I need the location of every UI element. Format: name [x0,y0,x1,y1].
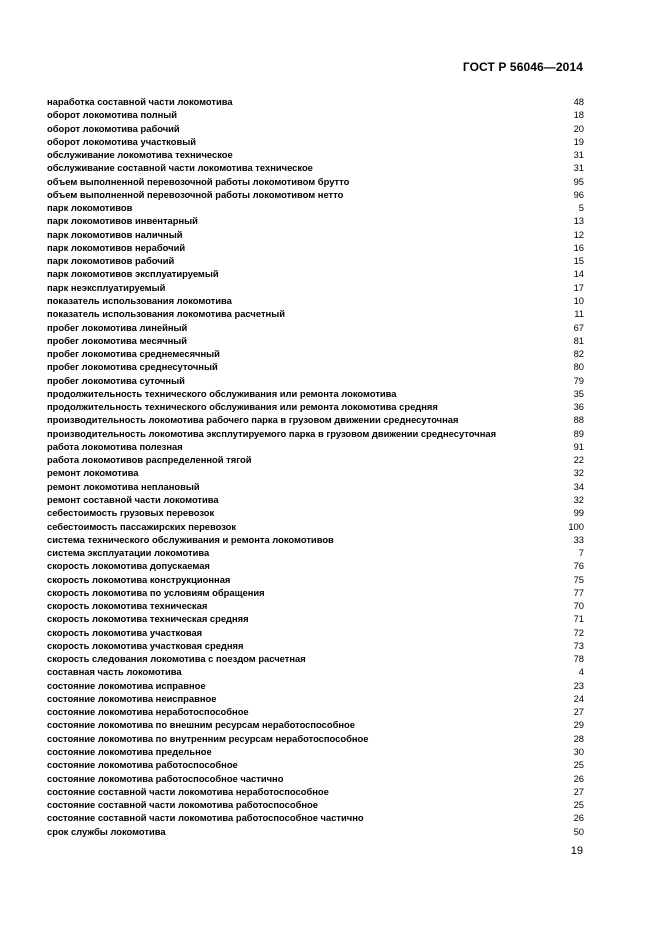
index-entry [47,307,584,320]
index-entry [47,374,584,387]
index-page-ref: 79 [573,374,584,386]
index-page-ref: 100 [568,520,584,532]
index-term: пробег локомотива суточный [47,374,185,386]
index-entry [47,612,584,625]
index-entry [47,360,584,373]
index-term: себестоимость пассажирских перевозок [47,520,237,532]
index-entry [47,573,584,586]
index-page-ref: 95 [573,175,584,187]
index-entry [47,493,584,506]
index-entry [47,241,584,254]
index-page-ref: 77 [573,586,584,598]
index-term: объем выполненной перевозочной работы локомотивом нетто [47,188,344,200]
index-term: состояние локомотива предельное [47,746,212,758]
index-term: работа локомотивов распределенной тягой [47,454,252,466]
index-term: система эксплуатации локомотива [47,547,210,559]
index-entry [47,161,584,174]
index-page-ref: 34 [573,480,584,492]
index-term: скорость локомотива конструкционная [47,573,231,585]
index-entry [47,135,584,148]
index-page-ref: 81 [573,334,584,346]
index-term: ремонт локомотива неплановый [47,480,200,492]
index-page-ref: 31 [573,149,584,161]
index-term: парк локомотивов эксплуатируемый [47,268,219,280]
index-entry [47,254,584,267]
index-page-ref: 32 [573,493,584,505]
index-term: наработка составной части локомотива [47,96,233,107]
index-page-ref: 14 [573,268,584,280]
index-entry [47,148,584,161]
index-page-ref: 75 [573,573,584,585]
index-page-ref: 67 [573,321,584,333]
index-term: оборот локомотива рабочий [47,122,180,134]
index-term: составная часть локомотива [47,666,182,678]
index-page-ref: 91 [573,440,584,452]
index-term: ремонт локомотива [47,467,139,479]
index-term: состояние составной части локомотива неработоспособное [47,785,329,797]
index-term: показатель использования локомотива [47,294,232,306]
index-page-ref: 17 [573,281,584,293]
index-term: скорость локомотива участковая [47,626,203,638]
index-page-ref: 26 [573,812,584,824]
index-page-ref: 20 [573,122,584,134]
index-page-ref: 72 [573,626,584,638]
index-term: скорость локомотива техническая средняя [47,613,249,625]
index-entry [47,466,584,479]
index-page-ref: 82 [573,348,584,360]
index-entry [47,347,584,360]
index-entry [47,665,584,678]
index-entry [47,400,584,413]
index-page-ref: 4 [578,666,584,678]
index-term: состояние локомотива работоспособное [47,759,238,771]
index-page-ref: 33 [573,533,584,545]
index-entry [47,705,584,718]
index-page-ref: 78 [573,653,584,665]
index-page-ref: 31 [573,162,584,174]
index-entry [47,546,584,559]
index-entry [47,825,584,838]
index-term: продолжительность технического обслуживания или ремонта локомотива средняя [47,401,438,413]
index-page-ref: 16 [573,241,584,253]
index-page-ref: 22 [573,454,584,466]
index-entry [47,745,584,758]
index-entry [47,387,584,400]
index-entry [47,811,584,824]
index-term: пробег локомотива линейный [47,321,188,333]
index-page-ref: 35 [573,387,584,399]
index-entry [47,506,584,519]
index-term: парк локомотивов наличный [47,228,183,240]
index-term: скорость локомотива участковая средняя [47,639,244,651]
index-term: состояние локомотива работоспособное частично [47,772,284,784]
index-term: скорость локомотива техническая [47,600,208,612]
index-page-ref: 18 [573,109,584,121]
index-page-ref: 99 [573,507,584,519]
index-term: себестоимость грузовых перевозок [47,507,215,519]
index-entry [47,586,584,599]
index-term: пробег локомотива среднемесячный [47,348,220,360]
index-entry [47,785,584,798]
index-entry [47,679,584,692]
index-page-ref: 50 [573,825,584,837]
index-term: состояние локомотива исправное [47,679,206,691]
index-term: срок службы локомотива [47,825,166,837]
index-term: производительность локомотива рабочего парка в грузовом движении среднесуточная [47,414,459,426]
index-entry [47,122,584,135]
index-entry [47,520,584,533]
index-entry [47,440,584,453]
index-page-ref: 7 [578,547,584,559]
index-entry [47,108,584,121]
index-page-ref: 80 [573,361,584,373]
index-term: показатель использования локомотива расчетный [47,308,285,320]
index-page-ref: 15 [573,255,584,267]
index-term: состояние локомотива по внешним ресурсам неработоспособное [47,719,355,731]
index-entry [47,533,584,546]
index-page-ref: 27 [573,706,584,718]
index-term: производительность локомотива эксплутируемого парка в грузовом движении среднесуточная [47,427,497,439]
index-entry [47,559,584,572]
index-page-ref: 76 [573,560,584,572]
index-term: парк локомотивов инвентарный [47,215,198,227]
index-page-ref: 25 [573,759,584,771]
index-page-ref: 73 [573,639,584,651]
index-term: пробег локомотива месячный [47,334,188,346]
index-entry [47,175,584,188]
index-page-ref: 29 [573,719,584,731]
term-index-list [47,95,584,838]
index-page-ref: 32 [573,467,584,479]
index-term: продолжительность технического обслуживания или ремонта локомотива [47,387,397,399]
index-entry [47,758,584,771]
index-page-ref: 24 [573,692,584,704]
index-term: скорость локомотива допускаемая [47,560,210,572]
index-term: скорость следования локомотива с поездом расчетная [47,653,306,665]
document-header: ГОСТ Р 56046—2014 [462,60,583,74]
index-term: состояние локомотива неработоспособное [47,706,249,718]
index-page-ref: 48 [573,96,584,107]
index-term: ремонт составной части локомотива [47,493,219,505]
index-term: пробег локомотива среднесуточный [47,361,218,373]
index-entry [47,281,584,294]
index-entry [47,321,584,334]
index-entry [47,599,584,612]
index-term: работа локомотива полезная [47,440,183,452]
index-entry [47,798,584,811]
index-term: парк локомотивов [47,202,133,214]
index-entry [47,453,584,466]
index-page-ref: 30 [573,746,584,758]
index-entry [47,201,584,214]
index-page-ref: 19 [573,135,584,147]
index-term: состояние локомотива по внутренним ресурсам неработоспособное [47,732,369,744]
index-term: оборот локомотива полный [47,109,178,121]
index-term: объем выполненной перевозочной работы локомотивом брутто [47,175,350,187]
index-term: состояние локомотива неисправное [47,692,217,704]
index-entry [47,480,584,493]
index-term: состояние составной части локомотива работоспособное [47,799,318,811]
index-page-ref: 70 [573,600,584,612]
index-page-ref: 12 [573,228,584,240]
index-entry [47,626,584,639]
index-page-ref: 36 [573,401,584,413]
index-page-ref: 26 [573,772,584,784]
index-entry [47,718,584,731]
index-entry [47,294,584,307]
index-entry [47,214,584,227]
index-entry [47,427,584,440]
index-page-ref: 11 [574,308,584,320]
index-entry [47,334,584,347]
index-term: обслуживание составной части локомотива техническое [47,162,313,174]
index-page-ref: 10 [573,294,584,306]
index-entry [47,188,584,201]
index-page-ref: 89 [573,427,584,439]
index-term: обслуживание локомотива техническое [47,149,233,161]
index-page-ref: 96 [573,188,584,200]
index-page-ref: 13 [573,215,584,227]
index-page-ref: 28 [573,732,584,744]
index-page-ref: 27 [573,785,584,797]
index-term: парк неэксплуатируемый [47,281,166,293]
index-entry [47,413,584,426]
index-page-ref: 71 [573,613,584,625]
index-entry [47,267,584,280]
index-page-ref: 25 [573,799,584,811]
page-number: 19 [570,845,583,857]
index-page-ref: 23 [573,679,584,691]
index-term: парк локомотивов рабочий [47,255,175,267]
index-entry [47,652,584,665]
index-page-ref: 88 [573,414,584,426]
index-term: оборот локомотива участковый [47,135,197,147]
index-term: состояние составной части локомотива работоспособное частично [47,812,364,824]
index-term: система технического обслуживания и ремонта локомотивов [47,533,334,545]
index-term: скорость локомотива по условиям обращения [47,586,265,598]
index-entry [47,639,584,652]
index-entry [47,228,584,241]
index-entry [47,732,584,745]
index-page-ref: 5 [578,202,584,214]
index-entry [47,772,584,785]
index-term: парк локомотивов нерабочий [47,241,186,253]
index-entry [47,95,584,108]
index-entry [47,692,584,705]
